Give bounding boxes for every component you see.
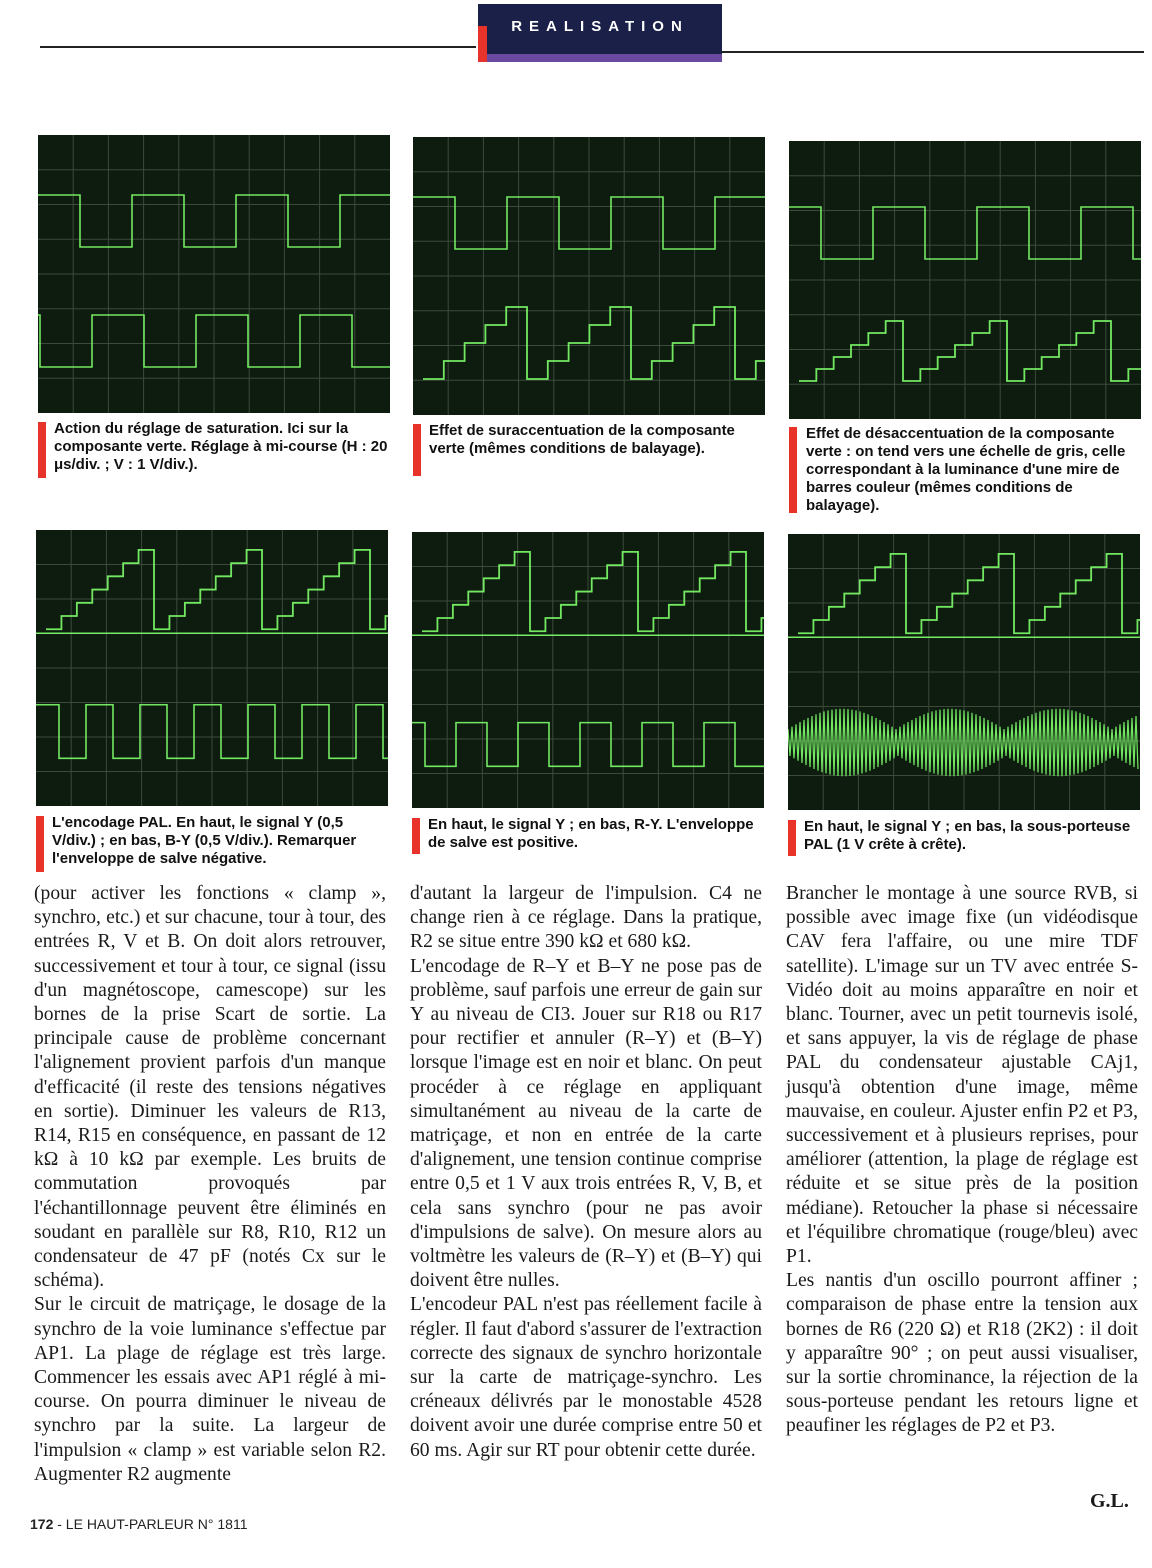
caption-marker-1 xyxy=(38,422,46,478)
figure-caption-4 xyxy=(52,814,386,868)
article-column-1 xyxy=(34,882,386,1487)
page-number: 172 xyxy=(30,1516,54,1532)
figure-caption-text: En haut, le signal Y ; en bas, R-Y. L'enveloppe de salve est positive. xyxy=(428,816,754,851)
caption-marker-3 xyxy=(789,427,797,513)
header-rule-right xyxy=(722,51,1144,53)
paragraph: Sur le circuit de matriçage, le dosage de la synchro de la voie luminance s'effectue par AP1. La plage de réglage est très large. Commencer les essais avec AP1 réglé à mi-course. On pourra diminuer le niveau de synchro par la suite. La largeur de l'impulsion « clamp » est variable selon R2. Augmenter R2 augmente xyxy=(34,1294,386,1485)
oscilloscope-trace-graphic xyxy=(789,141,1141,419)
figure-caption-text: Effet de désaccentuation de la composante verte : on tend vers une échelle de gris, celle correspondant à la luminance d'une mire de barres couleur (mêmes conditions de balayage). xyxy=(806,425,1126,514)
figure-caption-text: En haut, le signal Y ; en bas, la sous-porteuse PAL (1 V crête à crête). xyxy=(804,818,1131,853)
figure-caption-text: L'encodage PAL. En haut, le signal Y (0,5 V/div.) ; en bas, B-Y (0,5 V/div.). Remarquer l'enveloppe de salve négative. xyxy=(52,814,357,867)
paragraph: d'autant la largeur de l'impulsion. C4 ne change rien à ce réglage. Dans la pratique, R2 se situe entre 390 kΩ et 680 kΩ. xyxy=(410,883,762,953)
oscilloscope-trace-graphic xyxy=(38,135,390,413)
oscilloscope-trace-graphic xyxy=(788,534,1140,810)
paragraph: L'encodeur PAL n'est pas réellement facile à régler. Il faut d'abord s'assurer de l'extraction correcte des signaux de synchro horizontale sur la carte de matriçage-synchro. Les créneaux délivrés par le monostable 4528 doivent avoir une durée comprise entre 50 et 60 ms. Agir sur RT pour obtenir cette durée. xyxy=(410,1294,762,1461)
figure-caption-6 xyxy=(804,818,1138,854)
caption-marker-6 xyxy=(788,820,796,856)
header-rule-left xyxy=(40,46,476,48)
oscilloscope-photo-2 xyxy=(413,137,765,415)
oscilloscope-photo-1 xyxy=(38,135,390,413)
article-column-2 xyxy=(410,882,762,1463)
figure-caption-3 xyxy=(806,425,1140,515)
caption-marker-4 xyxy=(36,816,44,872)
page-footer xyxy=(30,1516,248,1532)
figure-caption-text: Action du réglage de saturation. Ici sur la composante verte. Réglage à mi-course (H : 20 μs/div. ; V : 1 V/div.). xyxy=(54,420,388,473)
oscilloscope-photo-5 xyxy=(412,532,764,808)
figure-caption-text: Effet de suraccentuation de la composante verte (mêmes conditions de balayage). xyxy=(429,422,735,457)
article-column-3 xyxy=(786,882,1138,1439)
section-label: REALISATION xyxy=(511,18,689,35)
figure-caption-2 xyxy=(429,422,759,458)
section-tab xyxy=(478,4,722,62)
caption-marker-2 xyxy=(413,424,421,476)
oscilloscope-trace-graphic xyxy=(36,530,388,806)
publication-name: - LE HAUT-PARLEUR N° 1811 xyxy=(57,1516,248,1532)
paragraph: Les nantis d'un oscillo pourront affiner ; comparaison de phase entre la tension aux bornes de R6 (220 Ω) et R18 (2K2) : il doit y apparaître 90° ; on peut aussi visualiser, sur la sortie chrominance, la réjection de la sous-porteuse pendant les retours ligne et peaufiner les réglages de P2 et P3. xyxy=(786,1270,1138,1437)
oscilloscope-trace-graphic xyxy=(413,137,765,415)
paragraph: (pour activer les fonctions « clamp », synchro, etc.) et sur chacune, tour à tour, des entrées R, V et B. On doit alors retrouver, successivement et tour à tour, ce signal (issu d'un magnétoscope, camescope) sur les bornes de la prise Scart de sortie. La principale cause de problème concernant l'alignement provient parfois d'un manque d'efficacité (il reste des tensions négatives en sortie). Diminuer les valeurs de R13, R14, R15 en conséquence, en passant de 12 kΩ à 10 kΩ par exemple. Les bruits de commutation provoqués par l'échantillonnage peuvent être éliminés en soudant en parallèle sur R8, R10, R12 un condensateur de 47 pF (notés Cx sur le schéma). xyxy=(34,883,386,1292)
section-tab-underline xyxy=(487,54,722,62)
figure-caption-1 xyxy=(54,420,388,474)
author-signature: G.L. xyxy=(1090,1490,1129,1512)
oscilloscope-photo-6 xyxy=(788,534,1140,810)
oscilloscope-photo-3 xyxy=(789,141,1141,419)
caption-marker-5 xyxy=(412,818,420,854)
oscilloscope-trace-graphic xyxy=(412,532,764,808)
oscilloscope-photo-4 xyxy=(36,530,388,806)
paragraph: L'encodage de R–Y et B–Y ne pose pas de problème, sauf parfois une erreur de gain sur Y au niveau de CI3. Jouer sur R18 ou R17 pour rectifier et annuler (R–Y) et (B–Y) lorsque l'image est en noir et blanc. On peut procéder à ce réglage en appliquant simultanément au niveau de la carte de matriçage, et non en entrée de la carte d'alignement, une tension continue comprise entre 0,5 et 1 V aux trois entrées R, V, B, et cela sans synchro (pour ne pas avoir d'impulsions de salve). On mesure alors au voltmètre les valeurs de (R–Y) et (B–Y) qui doivent être nulles. xyxy=(410,955,762,1292)
figure-caption-5 xyxy=(428,816,760,852)
paragraph: Brancher le montage à une source RVB, si possible avec image fixe (un vidéodisque CAV fera l'affaire, ou une mire TDF satellite). L'image sur un TV avec entrée S-Vidéo doit au moins apparaître en noir et blanc. Tourner, avec un petit tournevis isolé, et sans appuyer, la vis de réglage de phase PAL du condensateur ajustable CAj1, jusqu'à obtention d'une image, même mauvaise, en couleur. Ajuster enfin P2 et P3, successivement et à plusieurs reprises, pour améliorer (attention, la plage de réglage est réduite et se situe près de la position médiane). Retoucher la phase si nécessaire et l'équilibre chromatique (rouge/bleu) avec P1. xyxy=(786,883,1138,1268)
